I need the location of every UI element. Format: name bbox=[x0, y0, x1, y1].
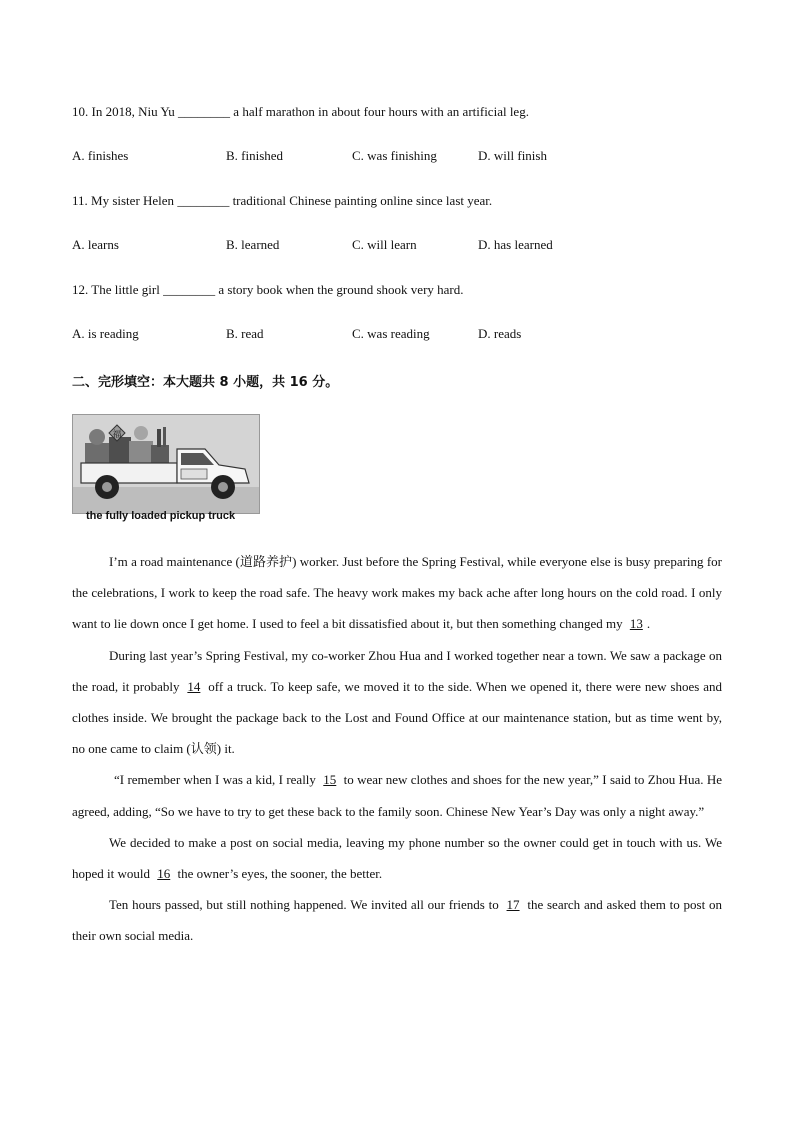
section-heading-cloze: 二、完形填空：本大题共 8 小题，共 16 分。 bbox=[72, 375, 339, 390]
paragraph-2-text-a: During last year’s Spring Festival, my co-worker Zhou Hua and I worked together near a town. We saw a package on the road, it probably bbox=[72, 647, 722, 694]
question-11-option-d[interactable]: D. has learned bbox=[478, 237, 553, 252]
fu-sign-text: 福 bbox=[112, 430, 122, 440]
blank-14[interactable]: 14 bbox=[187, 678, 201, 694]
blank-17[interactable]: 17 bbox=[506, 897, 520, 913]
question-12-option-b[interactable]: B. read bbox=[226, 326, 264, 341]
passage-paragraph-4 bbox=[72, 827, 722, 889]
paragraph-4-text-b: the owner’s eyes, the sooner, the better. bbox=[174, 866, 383, 882]
question-11-option-b[interactable]: B. learned bbox=[226, 237, 280, 252]
question-10-text-after: a half marathon in about four hours with an artificial leg. bbox=[230, 104, 529, 119]
passage-paragraph-3 bbox=[72, 764, 722, 826]
question-11-text-before: 11. My sister Helen bbox=[72, 193, 178, 208]
question-11-option-a[interactable]: A. learns bbox=[72, 237, 119, 252]
question-12-option-d[interactable]: D. reads bbox=[478, 326, 522, 341]
question-11-text-after: traditional Chinese painting online since last year. bbox=[229, 193, 493, 208]
cloze-passage bbox=[72, 546, 722, 952]
question-11-blank: ________ bbox=[177, 193, 230, 208]
paragraph-5-text-a: Ten hours passed, but still nothing happened. We invited all our friends to bbox=[109, 897, 503, 913]
question-10-text-before: 10. In 2018, Niu Yu bbox=[72, 104, 179, 119]
passage-paragraph-5 bbox=[72, 889, 722, 951]
blank-16[interactable]: 16 bbox=[157, 866, 171, 882]
question-12-text-before: 12. The little girl bbox=[72, 282, 164, 297]
blank-13[interactable]: 13 bbox=[629, 616, 643, 632]
paragraph-2-text-b: off a truck. To keep safe, we moved it to the side. When we opened it, there were new shoes and clothes inside. We brought the package back to the Lost and Found Office at our maintenance station, but as time went by, no one came to claim (认领) it. bbox=[72, 678, 722, 757]
question-12-blank: ________ bbox=[163, 282, 216, 297]
figure-caption: the fully loaded pickup truck bbox=[86, 510, 236, 522]
question-10-blank: ________ bbox=[178, 104, 231, 119]
question-11-option-c[interactable]: C. will learn bbox=[352, 237, 417, 252]
question-12-option-a[interactable]: A. is reading bbox=[72, 326, 139, 341]
paragraph-3-text-b: to wear new clothes and shoes for the new year,” I said to Zhou Hua. He agreed, adding, “So we have to try to get these back to the family soon. Chinese New Year’s Day was only a night away.” bbox=[72, 772, 722, 819]
paragraph-1-text-b: . bbox=[646, 616, 651, 632]
question-10-option-d[interactable]: D. will finish bbox=[478, 148, 547, 163]
pickup-truck-image bbox=[72, 414, 260, 514]
blank-15[interactable]: 15 bbox=[323, 772, 337, 788]
paragraph-5-text-b: the search and asked them to post on their own social media. bbox=[72, 897, 723, 944]
question-12-stem bbox=[72, 282, 464, 298]
paragraph-3-text-a: “I remember when I was a kid, I really bbox=[114, 772, 320, 788]
passage-paragraph-2 bbox=[72, 640, 722, 765]
question-10-stem bbox=[72, 104, 529, 120]
question-10-option-a[interactable]: A. finishes bbox=[72, 148, 129, 163]
question-10-option-b[interactable]: B. finished bbox=[226, 148, 284, 163]
paragraph-4-text-a: We decided to make a post on social media, leaving my phone number so the owner could get in touch with us. We hoped it would bbox=[72, 834, 722, 882]
question-12-text-after: a story book when the ground shook very hard. bbox=[215, 282, 464, 297]
pickup-truck-illustration bbox=[73, 415, 259, 513]
question-11-stem bbox=[72, 193, 492, 209]
passage-paragraph-1 bbox=[72, 546, 722, 640]
question-12-option-c[interactable]: C. was reading bbox=[352, 326, 430, 341]
paragraph-1-text-a: I’m a road maintenance (道路养护) worker. Just before the Spring Festival, while everyone else is busy preparing for the celebrations, I work to keep the road safe. The heavy work makes my back ache after long hours on the cold road. I only want to lie down once I get home. I used to feel a bit dissatisfied about it, but then something changed my bbox=[72, 554, 722, 632]
question-10-option-c[interactable]: C. was finishing bbox=[352, 148, 437, 163]
